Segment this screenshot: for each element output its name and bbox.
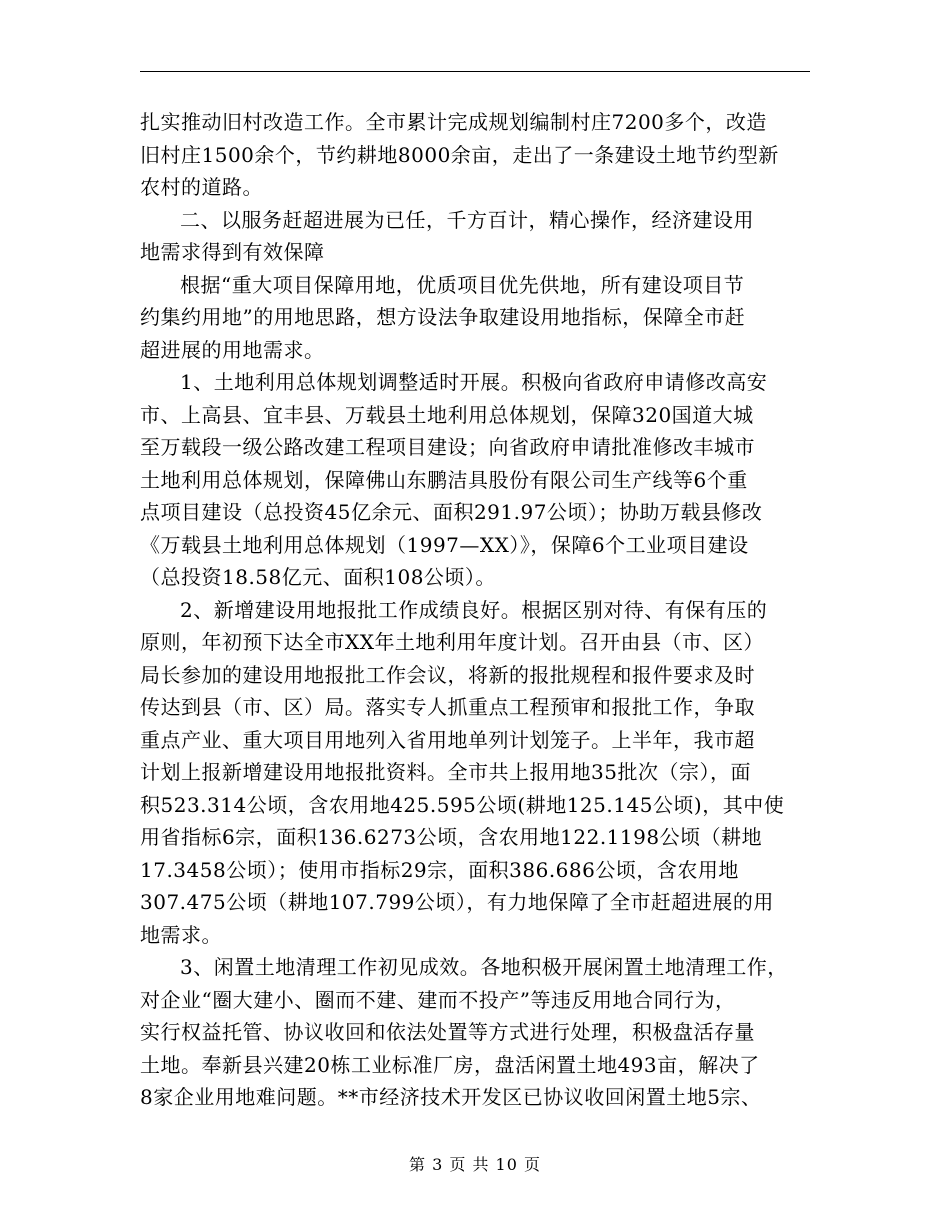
- section-heading-line: 地需求得到有效保障: [140, 240, 325, 264]
- text-line: 约集约用地”的用地思路，想方设法争取建设用地指标，保障全市赶: [140, 305, 746, 329]
- text-line: 积523.314公顷，含农用地425.595公顷(耕地125.145公顷)，其中使: [140, 792, 785, 817]
- text-line: 3、闲置土地清理工作初见成效。各地积极开展闲置土地清理工作，: [180, 955, 788, 979]
- text-line: 对企业“圈大建小、圈而不建、建而不投产”等违反用地合同行为，: [140, 987, 736, 1012]
- text-line: （总投资18.58亿元、面积108公顷）。: [140, 565, 496, 589]
- text-line: 扎实推动旧村改造工作。全市累计完成规划编制村庄7200多个，改造: [140, 110, 767, 134]
- text-line: 重点产业、重大项目用地列入省用地单列计划笼子。上半年，我市超: [140, 727, 755, 752]
- text-line: 8家企业用地难问题。**市经济技术开发区已协议收回闲置土地5宗、: [140, 1085, 762, 1109]
- text-line: 实行权益托管、协议收回和依法处置等方式进行处理，积极盘活存量: [140, 1020, 755, 1044]
- header-rule: [140, 71, 810, 72]
- text-line: 农村的道路。: [140, 175, 263, 199]
- text-line: 2、新增建设用地报批工作成绩良好。根据区别对待、有保有压的: [180, 597, 768, 622]
- document-body: [140, 106, 820, 1114]
- text-line: 市、上高县、宜丰县、万载县土地利用总体规划，保障320国道大城: [140, 402, 754, 427]
- section-heading-line: 二、以服务赶超进展为已任，千方百计，精心操作，经济建设用: [180, 207, 754, 232]
- text-line: 点项目建设（总投资45亿余元、面积291.97公顷）；协助万载县修改: [140, 500, 763, 524]
- text-line: 17.3458公顷）；使用市指标29宗，面积386.686公顷，含农用地: [140, 857, 739, 882]
- text-line: 土地利用总体规划，保障佛山东鹏洁具股份有限公司生产线等6个重: [140, 467, 748, 492]
- text-line: 超进展的用地需求。: [140, 337, 325, 362]
- page-number-footer: 第 3 页 共 10 页: [409, 1155, 541, 1174]
- text-line: 《万载县土地利用总体规划（1997—XX）》，保障6个工业项目建设: [140, 532, 749, 557]
- text-line: 根据“重大项目保障用地，优质项目优先供地，所有建设项目节: [180, 272, 745, 297]
- text-line: 土地。奉新县兴建20栋工业标准厂房，盘活闲置土地493亩，解决了: [140, 1052, 760, 1077]
- text-line: 1、土地利用总体规划调整适时开展。积极向省政府申请修改高安: [180, 370, 768, 394]
- text-line: 地需求。: [140, 922, 222, 947]
- text-line: 至万载段一级公路改建工程项目建设；向省政府申请批准修改丰城市: [140, 435, 755, 459]
- text-line: 旧村庄1500余个，节约耕地8000余亩，走出了一条建设土地节约型新: [140, 142, 779, 167]
- text-line: 传达到县（市、区）局。落实专人抓重点工程预审和报批工作，争取: [140, 695, 755, 719]
- text-line: 计划上报新增建设用地报批资料。全市共上报用地35批次（宗），面: [140, 760, 751, 784]
- text-line: 原则，年初预下达全市XX年土地利用年度计划。召开由县（市、区）: [140, 630, 764, 654]
- text-line: 用省指标6宗，面积136.6273公顷，含农用地122.1198公顷（耕地: [140, 825, 763, 849]
- text-line: 307.475公顷（耕地107.799公顷），有力地保障了全市赶超进展的用: [140, 890, 774, 914]
- text-line: 局长参加的建设用地报批工作会议，将新的报批规程和报件要求及时: [140, 662, 755, 687]
